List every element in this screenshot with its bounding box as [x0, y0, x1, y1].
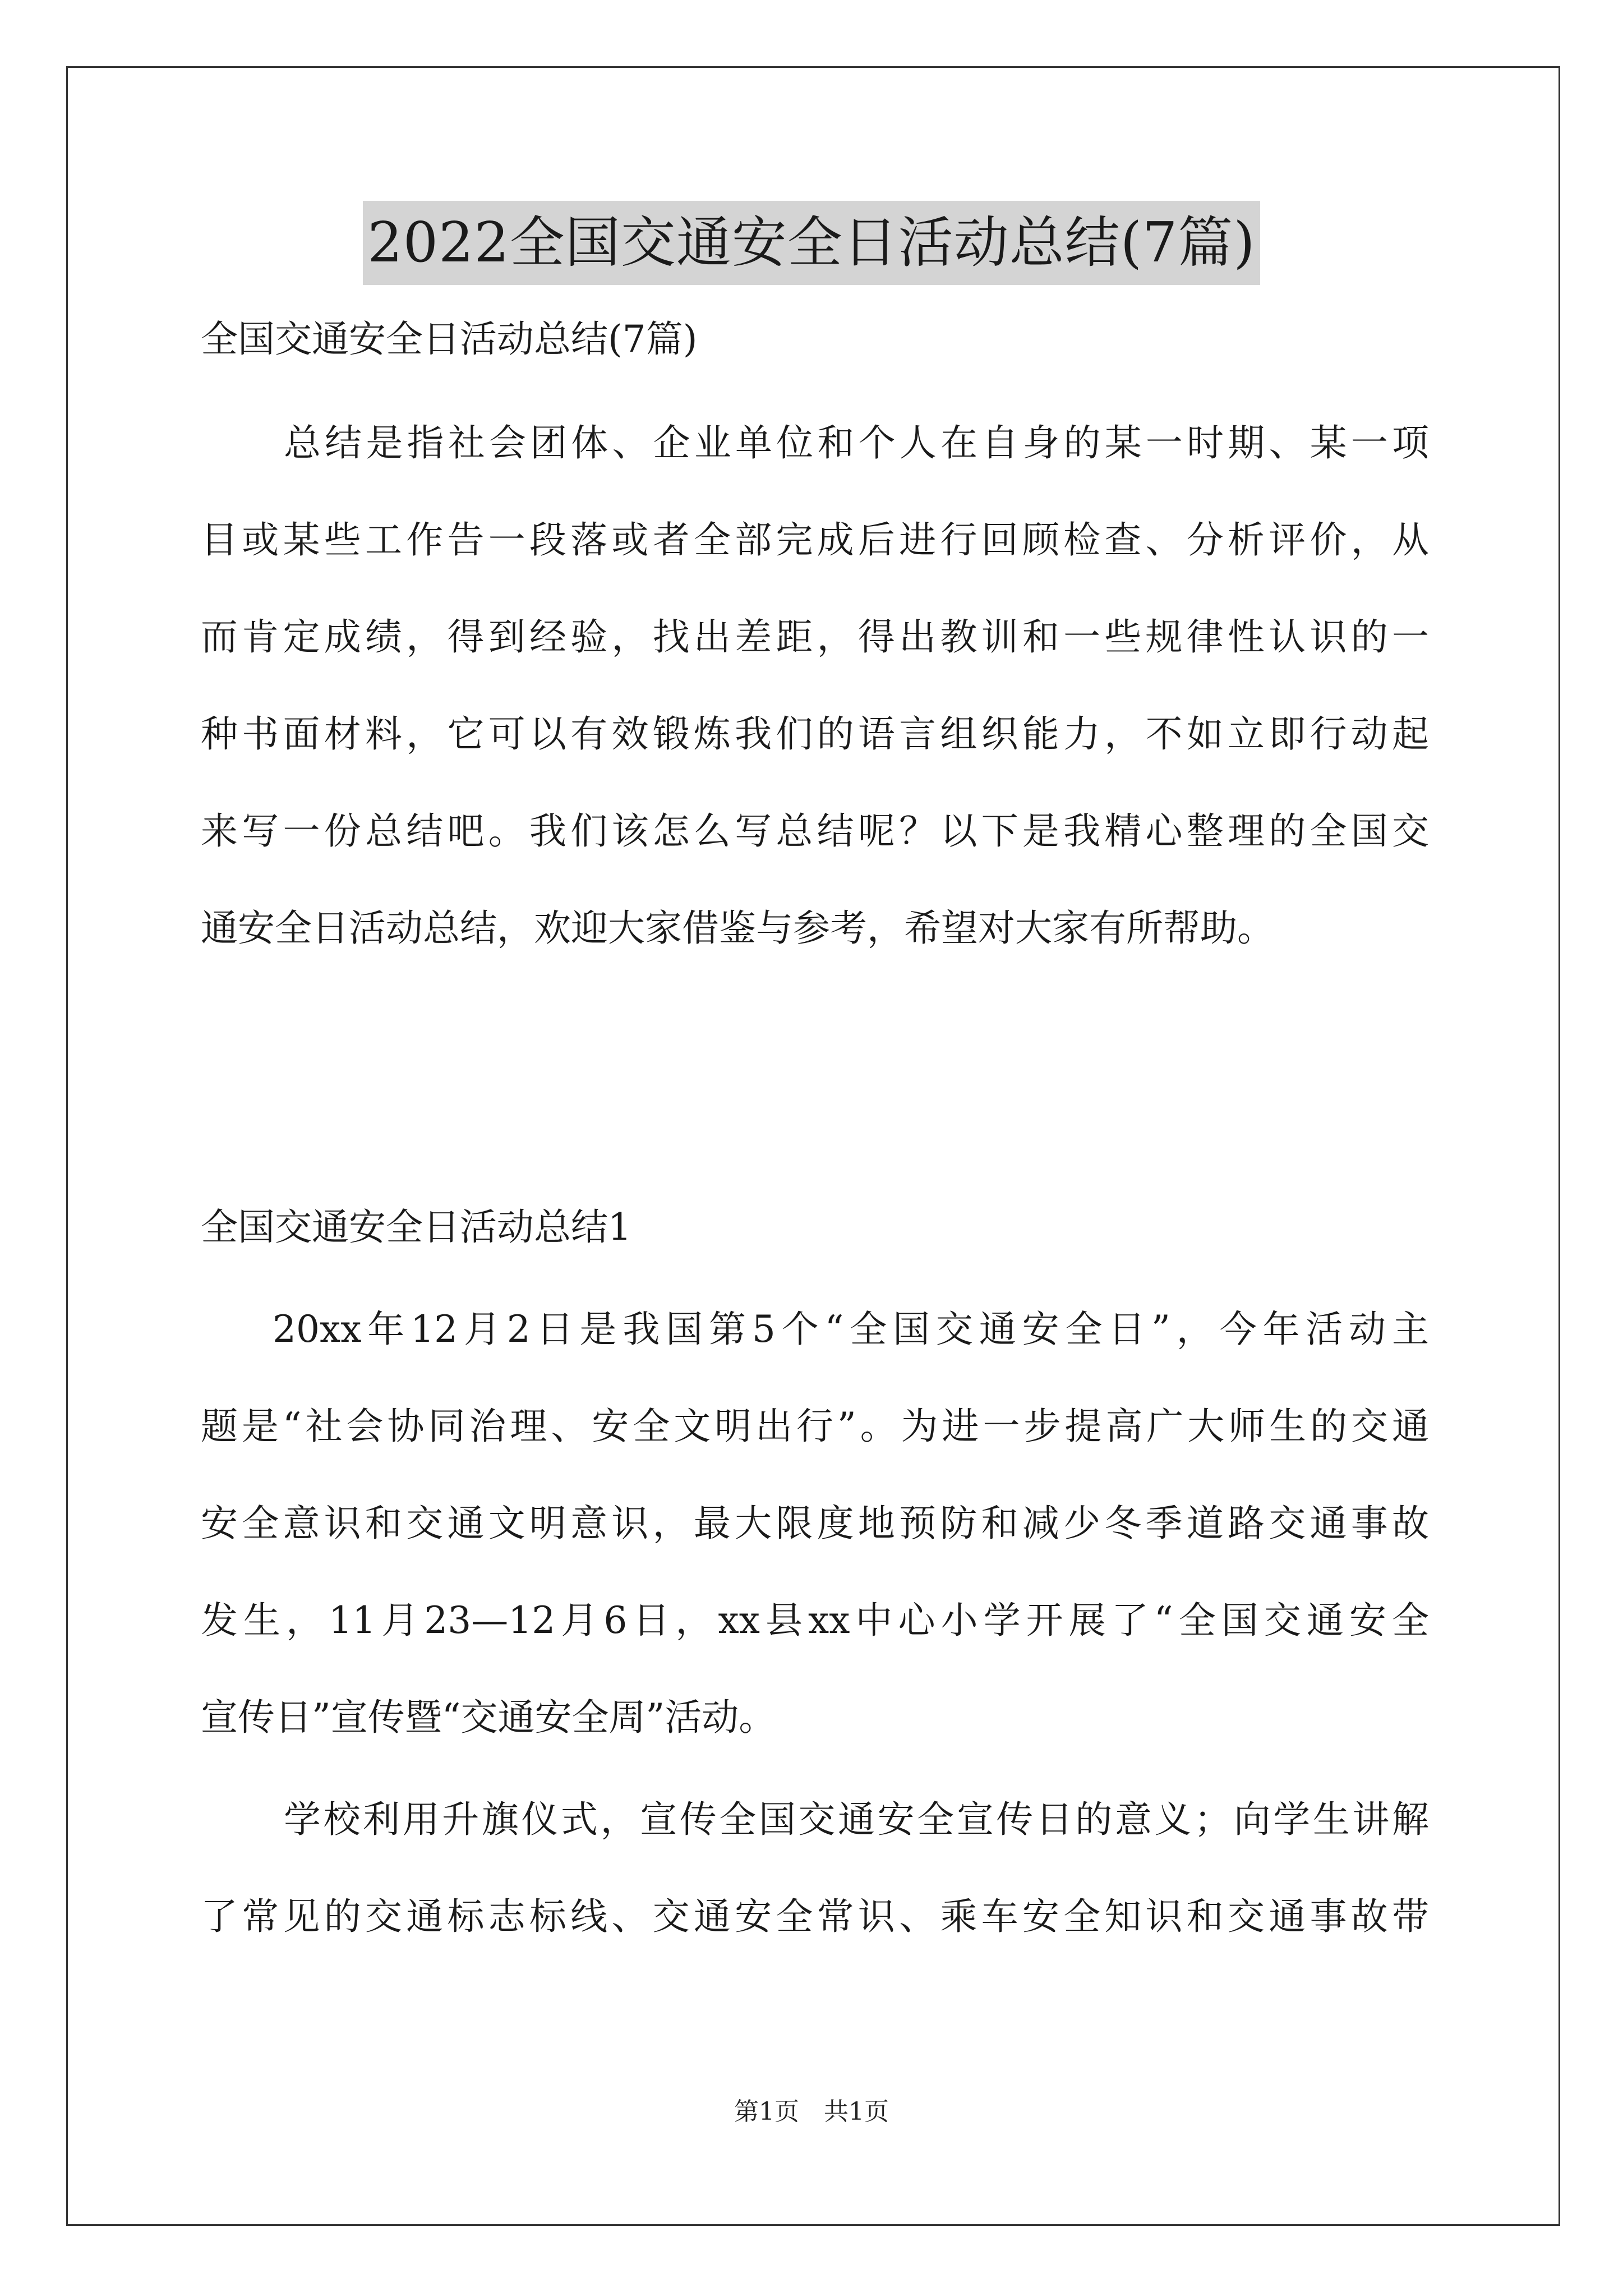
paragraph-line: 了常见的交通标志标线、交通安全常识、乘车安全知识和交通事故带: [201, 1895, 1429, 1938]
paragraph-line: 宣传日”宣传暨“交通安全周”活动。: [201, 1696, 776, 1739]
intro-line: 目或某些工作告一段落或者全部完成后进行回顾检查、分析评价，从: [201, 518, 1429, 562]
intro-line: 通安全日活动总结，欢迎大家借鉴与参考，希望对大家有所帮助。: [201, 907, 1274, 950]
paragraph-line: 题是“社会协同治理、安全文明出行”。为进一步提高广大师生的交通: [201, 1405, 1429, 1448]
intro-line: 而肯定成绩，得到经验，找出差距，得出教训和一些规律性认识的一: [201, 615, 1429, 659]
document-title: 2022全国交通安全日活动总结(7篇): [363, 201, 1260, 285]
page-footer: [0, 2095, 1623, 2129]
intro-line: 总结是指社会团体、企业单位和个人在自身的某一时期、某一项: [284, 421, 1429, 464]
paragraph-line: 发生，11月23—12月6日，xx县xx中心小学开展了“全国交通安全: [201, 1599, 1429, 1642]
paragraph-line: 安全意识和交通文明意识，最大限度地预防和减少冬季道路交通事故: [201, 1502, 1429, 1545]
intro-line: 种书面材料，它可以有效锻炼我们的语言组织能力，不如立即行动起: [201, 712, 1429, 756]
title-container: [0, 201, 1623, 285]
page-number: 第1页 共1页: [734, 2097, 889, 2126]
document-subtitle: 全国交通安全日活动总结(7篇): [201, 318, 698, 361]
paragraph-line: 学校利用升旗仪式，宣传全国交通安全宣传日的意义；向学生讲解: [284, 1798, 1429, 1841]
intro-line: 来写一份总结吧。我们该怎么写总结呢？以下是我精心整理的全国交: [201, 809, 1429, 853]
section-heading: 全国交通安全日活动总结1: [201, 1205, 631, 1249]
paragraph-line: 20xx年12月2日是我国第5个“全国交通安全日”，今年活动主: [273, 1308, 1429, 1351]
